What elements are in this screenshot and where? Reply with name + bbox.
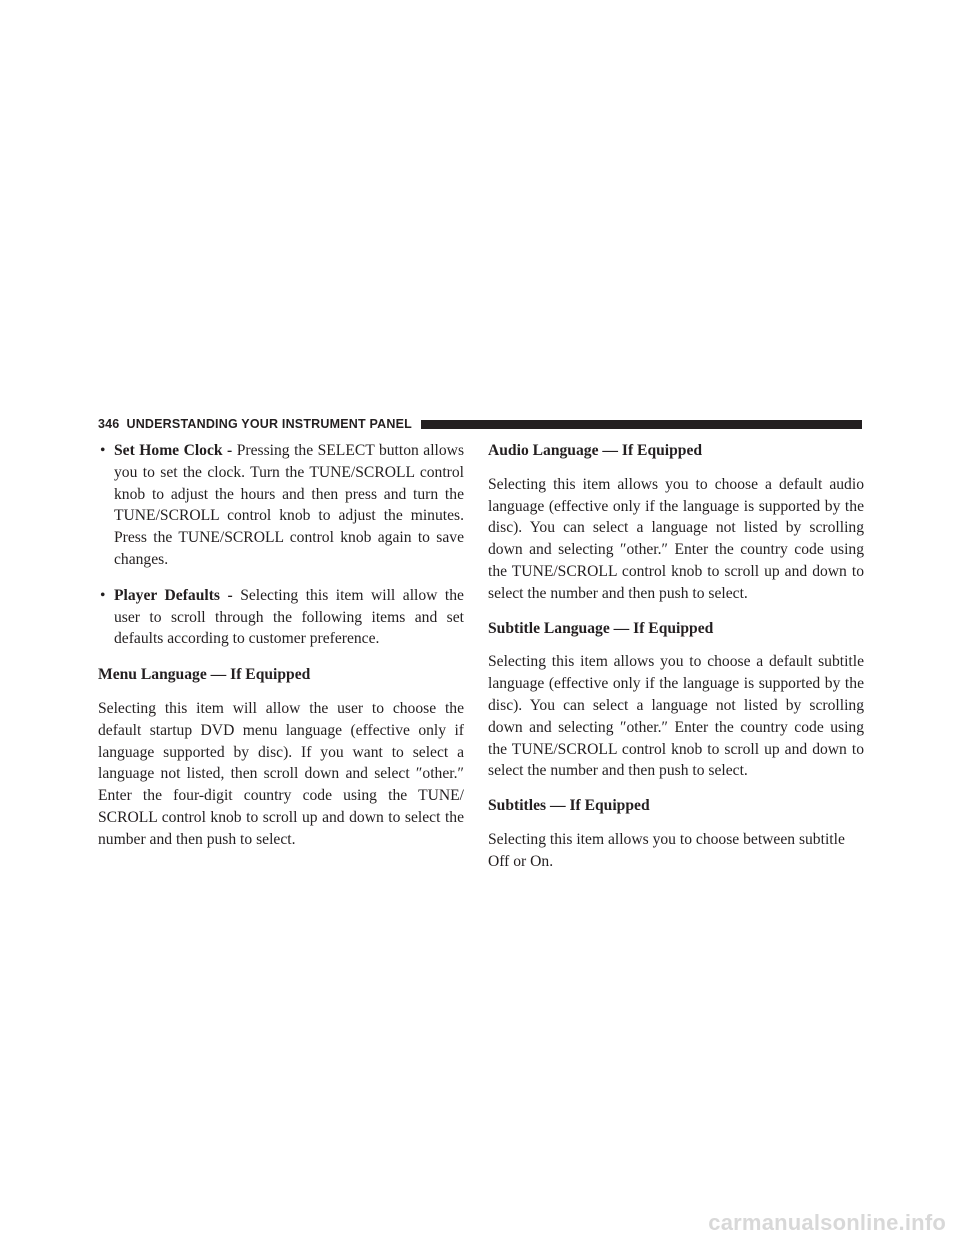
section-title: UNDERSTANDING YOUR INSTRUMENT PANEL xyxy=(126,417,412,431)
watermark-text: carmanualsonline.info xyxy=(708,1210,946,1235)
bullet-player-defaults xyxy=(98,585,464,650)
bullet-set-home-clock xyxy=(98,440,464,571)
paragraph-subtitle-language: Selecting this item allows you to choose a default subtitle language (effective only if the language is supported by the disc). You can select a language not listed by scrolling down and selecting ″other.″ Enter the country code using the TUNE/SCROLL control knob to scroll up and down to select the number and then push to select. xyxy=(488,653,864,780)
heading-audio-language: Audio Language — If Equipped xyxy=(488,442,703,459)
heading-subtitle-language: Subtitle Language — If Equipped xyxy=(488,619,714,637)
paragraph-audio-language: Selecting this item allows you to choose a default audio language (effective only if the language is supported by the disc). You can select a language not listed by scrolling down and selecting ″other.″ Enter the country code using the TUNE/SCROLL control knob to scroll up and down to select the number and then push to select. xyxy=(488,475,864,602)
page-number: 346 xyxy=(98,417,120,431)
paragraph-subtitles: Selecting this item allows you to choose between subtitle Off or On. xyxy=(488,830,845,870)
bullet-text: Selecting this item will allow the user to scroll through the following items and set defaults according to customer preference. xyxy=(114,586,464,648)
bullet-term: Set Home Clock - xyxy=(114,442,233,459)
heading-menu-language: Menu Language — If Equipped xyxy=(98,666,311,684)
right-column xyxy=(488,440,864,886)
bullet-text: Pressing the SELECT button allows you to set the clock. Turn the TUNE/SCROLL control knob to adjust the hours and then press and turn the TUNE/SCROLL control knob to adjust the minutes. Press the TUNE/SCROLL control knob again to save changes. xyxy=(114,442,465,568)
bullet-marker: • xyxy=(100,442,106,459)
page-header xyxy=(98,417,862,431)
header-rule xyxy=(421,420,862,429)
bullet-term: Player Defaults - xyxy=(114,586,233,604)
heading-subtitles: Subtitles — If Equipped xyxy=(488,797,650,815)
bullet-marker: • xyxy=(100,586,106,604)
left-column xyxy=(98,440,464,864)
paragraph-menu-language: Selecting this item will allow the user to choose the default startup DVD menu language (effective only if language supported by disc). If you want to select a language not listed, then scroll down and select ″other.″ Enter the four-digit country code using the TUNE/ SCROLL control knob to scroll up and down to select the number and then push to select. xyxy=(98,699,464,848)
